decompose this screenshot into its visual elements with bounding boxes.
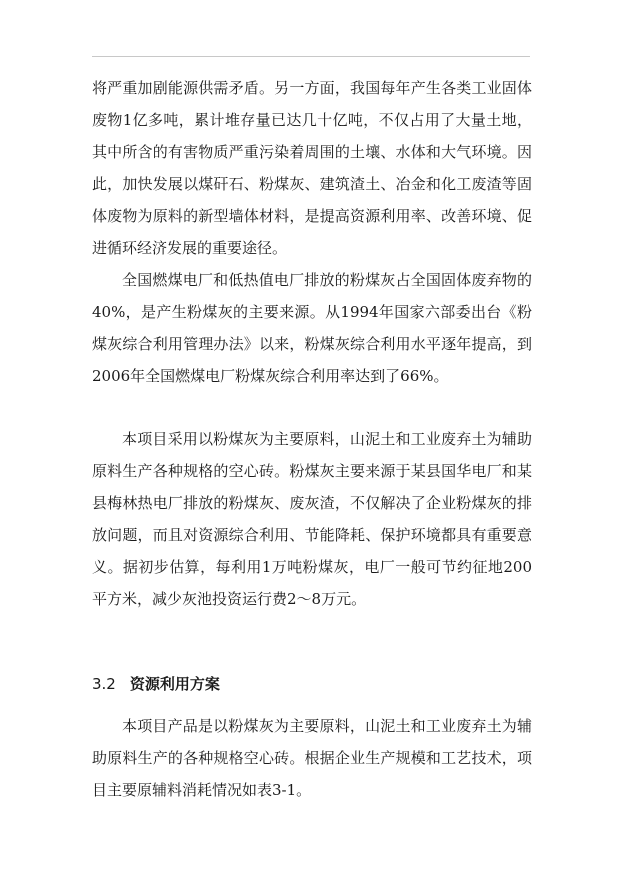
paragraph-1: 将严重加剧能源供需矛盾。另一方面，我国每年产生各类工业固体废物1亿多吨，累计堆存量已达几十亿吨，不仅占用了大量土地，其中所含的有害物质严重污染着周围的土壤、水体和大气环境。因此，加快发展以煤矸石、粉煤灰、建筑渣土、冶金和化工废渣等固体废物为原料的新型墙体材料，是提高资源利用率、改善环境、促进循环经济发展的重要途径。	[92, 79, 532, 257]
section-number: 3.2	[92, 675, 116, 693]
paragraph-2: 全国燃煤电厂和低热值电厂排放的粉煤灰占全国固体废弃物的40%，是产生粉煤灰的主要来源。从1994年国家六部委出台《粉煤灰综合利用管理办法》以来，粉煤灰综合利用水平逐年提高，到2006年全国燃煤电厂粉煤灰综合利用率达到了66%。	[92, 271, 532, 385]
section-title: 资源利用方案	[129, 675, 220, 693]
paragraph-4: 本项目产品是以粉煤灰为主要原料，山泥土和工业废弃土为辅助原料生产的各种规格空心砖。根据企业生产规模和工艺技术，项目主要原辅料消耗情况如表3-1。	[92, 717, 532, 799]
header-rule	[92, 56, 530, 57]
paragraph-3: 本项目采用以粉煤灰为主要原料，山泥土和工业废弃土为辅助原料生产各种规格的空心砖。粉煤灰主要来源于某县国华电厂和某县梅林热电厂排放的粉煤灰、废灰渣，不仅解决了企业粉煤灰的排放问题，而且对资源综合利用、节能降耗、保护环境都具有重要意义。据初步估算，每利用1万吨粉煤灰，电厂一般可节约征地200平方米，减少灰池投资运行费2～8万元。	[92, 430, 532, 608]
section-heading	[92, 668, 220, 700]
